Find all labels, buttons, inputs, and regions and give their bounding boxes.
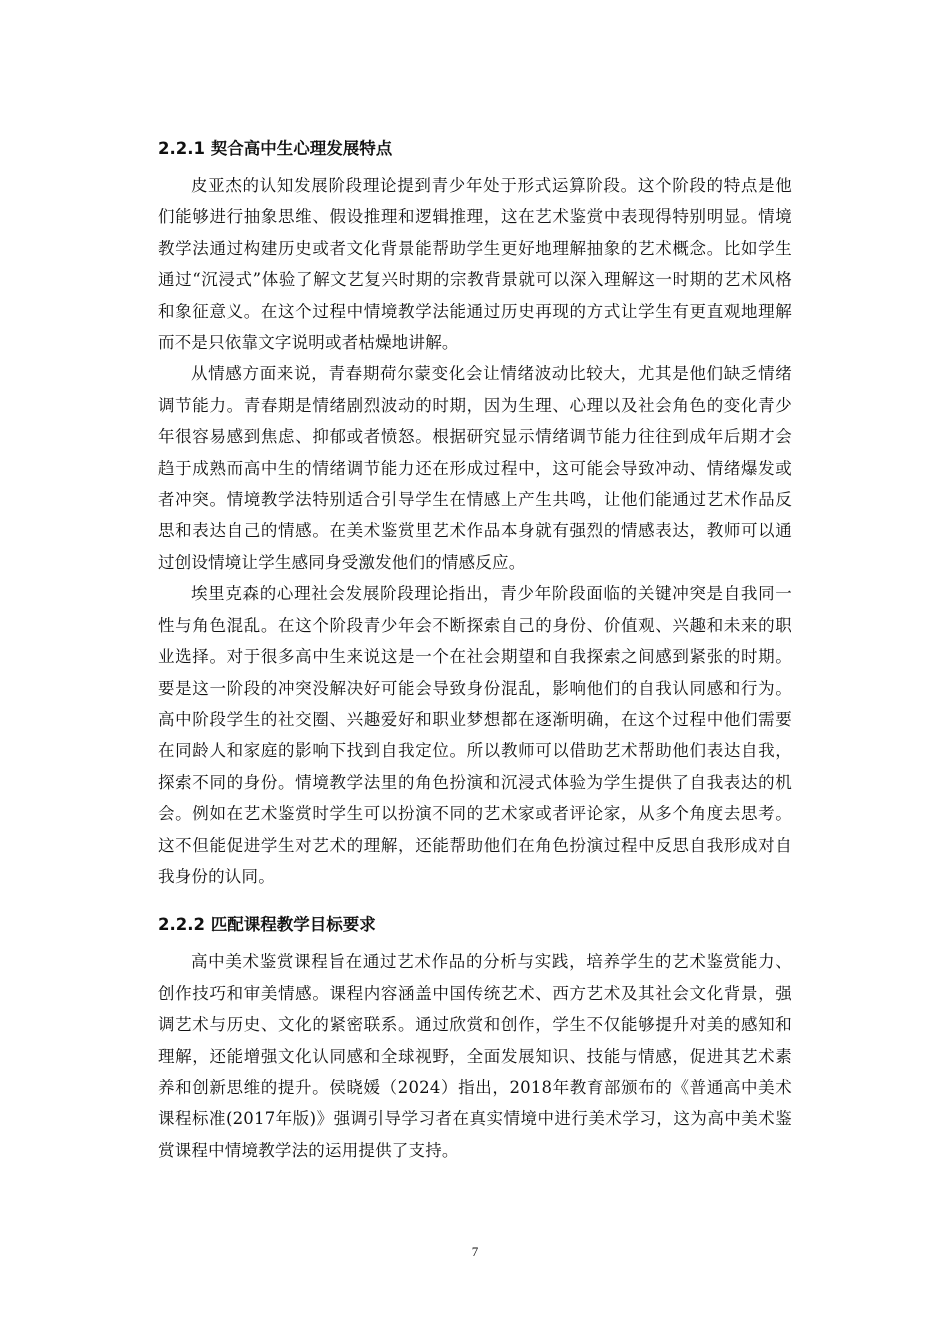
paragraph-identity-development: 埃里克森的心理社会发展阶段理论指出，青少年阶段面临的关键冲突是自我同一性与角色混乱。在这个阶段青少年会不断探索自己的身份、价值观、兴趣和未来的职业选择。对于很多高中生来说这是一个在社会期望和自我探索之间感到紧张的时期。要是这一阶段的冲突没解决好可能会导致身份混乱，影响他们的自我认同感和行为。高中阶段学生的社交圈、兴趣爱好和职业梦想都在逐渐明确，在这个过程中他们需要在同龄人和家庭的影响下找到自我定位。所以教师可以借助艺术帮助他们表达自我，探索不同的身份。情境教学法里的角色扮演和沉浸式体验为学生提供了自我表达的机会。例如在艺术鉴赏时学生可以扮演不同的艺术家或者评论家，从多个角度去思考。这不但能促进学生对艺术的理解，还能帮助他们在角色扮演过程中反思自我形成对自我身份的认同。 — [158, 584, 792, 886]
spacer — [158, 892, 792, 900]
page-number: 7 — [471, 1244, 479, 1259]
paragraph-emotional-development: 从情感方面来说，青春期荷尔蒙变化会让情绪波动比较大，尤其是他们缺乏情绪调节能力。青春期是情绪剧烈波动的时期，因为生理、心理以及社会角色的变化青少年很容易感到焦虑、抑郁或者愤怒。根据研究显示情绪调节能力往往到成年后期才会趋于成熟而高中生的情绪调节能力还在形成过程中，这可能会导致冲动、情绪爆发或者冲突。情境教学法特别适合引导学生在情感上产生共鸣，让他们能通过艺术作品反思和表达自己的情感。在美术鉴赏里艺术作品本身就有强烈的情感表达，教师可以通过创设情境让学生感同身受激发他们的情感反应。 — [158, 364, 792, 572]
document-body — [158, 128, 792, 1166]
section-heading-2-2-1: 2.2.1 契合高中生心理发展特点 — [158, 139, 393, 158]
paragraph-curriculum-goals: 高中美术鉴赏课程旨在通过艺术作品的分析与实践，培养学生的艺术鉴赏能力、创作技巧和审美情感。课程内容涵盖中国传统艺术、西方艺术及其社会文化背景，强调艺术与历史、文化的紧密联系。通过欣赏和创作，学生不仅能够提升对美的感知和理解，还能增强文化认同感和全球视野，全面发展知识、技能与情感，促进其艺术素养和创新思维的提升。侯晓媛（2024）指出，2018年教育部颁布的《普通高中美术课程标准(2017年版)》强调引导学习者在真实情境中进行美术学习，这为高中美术鉴赏课程中情境教学法的运用提供了支持。 — [158, 952, 792, 1160]
paragraph-cognitive-development: 皮亚杰的认知发展阶段理论提到青少年处于形式运算阶段。这个阶段的特点是他们能够进行抽象思维、假设推理和逻辑推理，这在艺术鉴赏中表现得特别明显。情境教学法通过构建历史或者文化背景能帮助学生更好地理解抽象的艺术概念。比如学生通过“沉浸式”体验了解文艺复兴时期的宗教背景就可以深入理解这一时期的艺术风格和象征意义。在这个过程中情境教学法能通过历史再现的方式让学生有更直观地理解而不是只依靠文字说明或者枯燥地讲解。 — [158, 176, 792, 353]
section-heading-2-2-2: 2.2.2 匹配课程教学目标要求 — [158, 915, 376, 935]
